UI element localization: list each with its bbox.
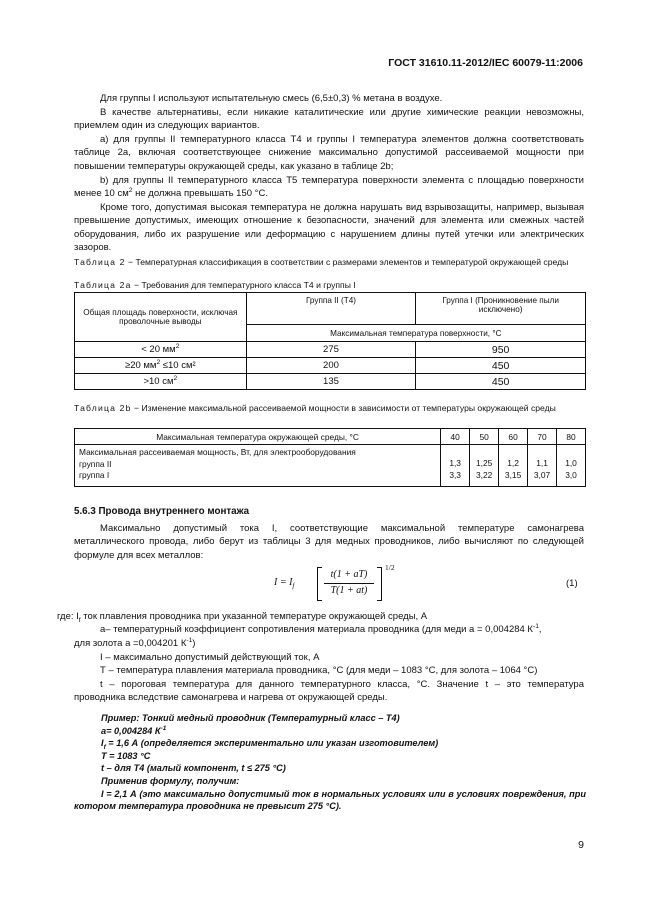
table2a-subheader: Максимальная температура поверхности, °С [246,325,585,342]
paragraph-methane: Для группы I используют испытательную смесь (6,5±0,3) % метана в воздухе. [100,93,443,104]
table2a-group1-value: 450 [416,374,586,390]
table2b-row-label: Максимальная рассеиваемая мощность, Вт, для электрооборудования группа II группа I [75,445,441,487]
example-t: t – для Т4 (малый компонент, t ≤ 275 °С) [101,763,286,774]
table2b-temp: 50 [470,429,499,445]
table2a-caption: Таблица 2а − Требования для температурного класса Т4 и группы I [74,280,356,290]
table2b-temp: 60 [499,429,528,445]
table2a-col1-header: Общая площадь поверхности, исключая проволочные выводы [75,293,247,342]
table2b-value: 1,2 3,15 [499,445,528,487]
table2a-area: < 20 $мм^2$ [75,342,247,358]
table-2a [74,292,586,390]
table2b-header: Максимальная температура окружающей среды, °С [75,429,441,445]
table2-caption: Таблица 2 − Температурная классификация в соответствии с размерами элементов и температурой окружающей среды [74,257,569,267]
table2b-temp: 80 [557,429,586,445]
definition-a: a– температурный коэффициент сопротивления материала проводника (для меди a = 0,004284 $К^{-1}$, [100,622,542,635]
table2b-caption: Таблица 2b − Изменение максимальной рассеиваемой мощности в зависимости от температуры окружающей среды [74,403,556,413]
formula-lhs: $I = I_f$ [274,577,295,590]
paragraph-alternatives: В качестве альтернативы, если никакие каталитические или другие химические реакции невозможны, приемлем один из следующих вариантов. [74,107,584,132]
formula-left-bracket [317,567,322,601]
example-block [74,712,586,813]
definition-a-gold: для золота a =0,004201 $К^{-1}$) [74,636,196,649]
table2a-area: >10 $см^2$ [75,374,247,390]
table-row [75,445,586,487]
paragraph-option-b: b) для группы II температурного класса Т5 температура поверхности элемента с площадью поверхности менее 10 $см^2$ не должна превышать 150 °С. [74,175,584,200]
table2a-group1-value: 950 [416,342,586,358]
formula-fraction-bar [324,583,374,584]
table2b-value: 1,25 3,22 [470,445,499,487]
example-title: Пример: Тонкий медный проводник (Температурный класс – Т4) [101,713,400,723]
section-intro: Максимально допустимый тока I, соответствующие максимальной температуре самонагрева металлического провода, либо берут из таблицы 3 для медных проводников, либо вычисляют по следующей формуле для всех металлов: [74,523,584,561]
table2a-group2-value: 200 [246,358,416,374]
definition-t: t – пороговая температура для данного температурного класса, °С. Значение t – это температура проводника вследствие самонагрева и нагрева от окружающей среды. [74,679,584,704]
example-alpha: a= 0,004284 $К^{-1}$ [101,724,167,736]
table2b-value: 1,3 3,3 [441,445,470,487]
table2b-temp: 70 [528,429,557,445]
example-if: $I_f = 1,6$ А (определяется экспериментально или указан изготовителем) [101,738,439,752]
definition-i: I – максимально допустимый действующий ток, А [100,652,320,663]
formula-exponent: 1/2 [385,563,395,572]
table-row [75,358,586,374]
definition-if: где: $I_f$ ток плавления проводника при указанной температуре окружающей среды, А [57,611,428,624]
paragraph-additional: Кроме того, допустимая высокая температура не должна нарушать вид взрывозащиты, например, вызывая превышение допустимых, имеющих отношение к безопасности, значений для элемента или смежных частей оборудования, либо их разрушение или деформацию с нарушением длины путей утечки или электрических зазоров. [74,202,584,254]
formula [274,563,414,601]
page-number: 9 [578,839,584,851]
formula-denominator: T(1 + at) [330,585,368,596]
table-2b [74,428,586,487]
document-header: ГОСТ 31610.11-2012/IEC 60079-11:2006 [388,57,583,69]
example-apply: Применив формулу, получим: [101,775,240,786]
table-row [75,342,586,358]
example-result: I = 2,1 А (это максимально допустимый ток в нормальных условиях или в условиях повреждения, при котором температура проводника не превысит 275 °С). [74,788,586,812]
definition-T: Т – температура плавления материала проводника, °С (для меди – 1083 °С, для золота – 1064 °С) [100,665,538,676]
paragraph-option-a: а) для группы II температурного класса Т4 и группы I температура элементов должна соответствовать таблице 2а, включая соответствующее снижение максимально допустимой рассеиваемой мощности при повышении температуры окружающей среды, как указано в таблице 2b; [74,134,584,172]
section-heading: 5.6.3 Провода внутреннего монтажа [74,506,250,517]
table2a-group2-value: 135 [246,374,416,390]
table2b-value: 1,0 3,0 [557,445,586,487]
table2a-group2-value: 275 [246,342,416,358]
formula-numerator: t(1 + aT) [330,569,368,580]
table2b-value: 1,1 3,07 [528,445,557,487]
table2a-area: ≥20 $мм^2 \le 10$ см² [75,358,247,374]
example-T: Т = 1083 °С [101,750,151,761]
table2b-temp: 40 [441,429,470,445]
table-row [75,374,586,390]
table2a-col3-header: Группа I (Проникновение пыли исключено) [416,293,586,325]
table2a-col2-header: Группа II (Т4) [246,293,416,325]
formula-right-bracket [377,567,382,601]
formula-number: (1) [566,578,578,589]
table2a-group1-value: 450 [416,358,586,374]
